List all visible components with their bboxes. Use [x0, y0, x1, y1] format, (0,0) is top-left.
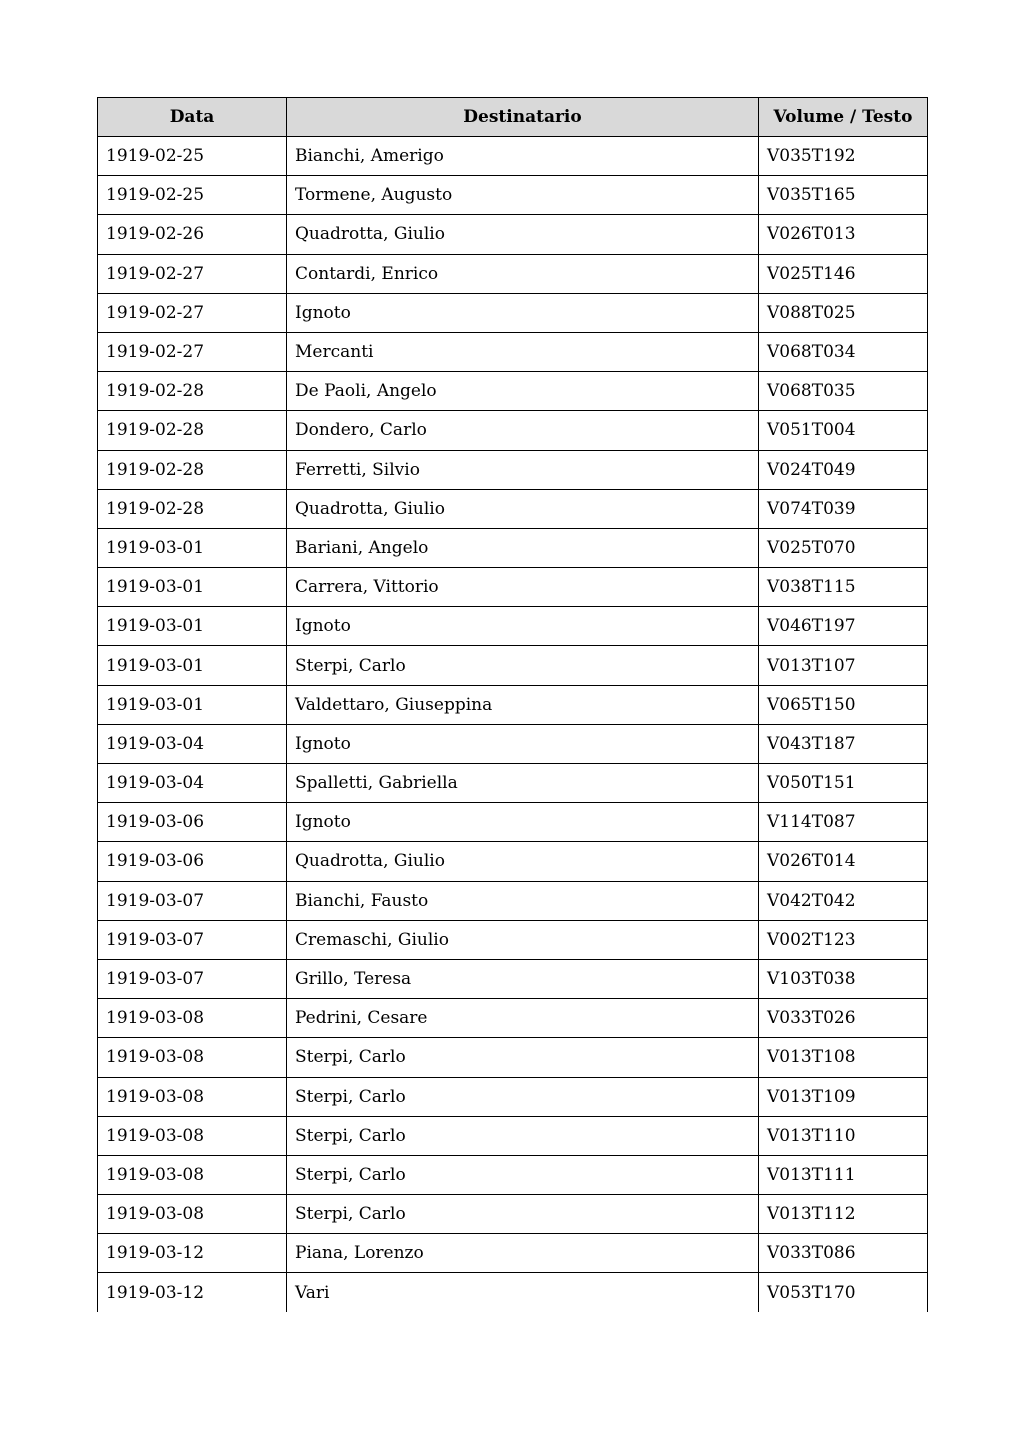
cell-volume-testo: V038T115 — [759, 568, 928, 607]
table-row — [98, 332, 928, 371]
cell-date: 1919-03-08 — [98, 1038, 287, 1077]
table-row — [98, 959, 928, 998]
cell-date: 1919-02-28 — [98, 450, 287, 489]
cell-volume-testo: V013T108 — [759, 1038, 928, 1077]
cell-destinatario: Sterpi, Carlo — [287, 1077, 759, 1116]
cell-volume-testo: V050T151 — [759, 764, 928, 803]
cell-volume-testo: V088T025 — [759, 293, 928, 332]
cell-date: 1919-03-08 — [98, 1077, 287, 1116]
cell-destinatario: De Paoli, Angelo — [287, 372, 759, 411]
header-destinatario: Destinatario — [287, 98, 759, 137]
table-row — [98, 489, 928, 528]
table-row — [98, 450, 928, 489]
cell-volume-testo: V035T192 — [759, 137, 928, 176]
cell-date: 1919-03-07 — [98, 959, 287, 998]
cell-date: 1919-03-08 — [98, 1195, 287, 1234]
cell-destinatario: Bianchi, Fausto — [287, 881, 759, 920]
cell-date: 1919-02-25 — [98, 137, 287, 176]
table-row — [98, 411, 928, 450]
cell-date: 1919-03-04 — [98, 724, 287, 763]
table-row — [98, 568, 928, 607]
cell-date: 1919-03-12 — [98, 1273, 287, 1312]
cell-date: 1919-03-01 — [98, 528, 287, 567]
cell-volume-testo: V065T150 — [759, 685, 928, 724]
cell-volume-testo: V114T087 — [759, 803, 928, 842]
cell-destinatario: Tormene, Augusto — [287, 176, 759, 215]
cell-destinatario: Ignoto — [287, 293, 759, 332]
table-row — [98, 1155, 928, 1194]
cell-destinatario: Sterpi, Carlo — [287, 1038, 759, 1077]
table-row — [98, 176, 928, 215]
cell-date: 1919-03-06 — [98, 803, 287, 842]
cell-volume-testo: V053T170 — [759, 1273, 928, 1312]
cell-destinatario: Ignoto — [287, 803, 759, 842]
table-row — [98, 528, 928, 567]
cell-destinatario: Valdettaro, Giuseppina — [287, 685, 759, 724]
table-row — [98, 607, 928, 646]
cell-date: 1919-03-01 — [98, 646, 287, 685]
table-row — [98, 1077, 928, 1116]
cell-date: 1919-02-27 — [98, 254, 287, 293]
cell-date: 1919-02-26 — [98, 215, 287, 254]
cell-date: 1919-03-06 — [98, 842, 287, 881]
cell-volume-testo: V033T086 — [759, 1234, 928, 1273]
cell-destinatario: Contardi, Enrico — [287, 254, 759, 293]
cell-volume-testo: V033T026 — [759, 999, 928, 1038]
cell-volume-testo: V013T109 — [759, 1077, 928, 1116]
table-row — [98, 646, 928, 685]
cell-destinatario: Mercanti — [287, 332, 759, 371]
cell-date: 1919-03-01 — [98, 568, 287, 607]
cell-volume-testo: V002T123 — [759, 920, 928, 959]
cell-volume-testo: V013T107 — [759, 646, 928, 685]
cell-destinatario: Sterpi, Carlo — [287, 646, 759, 685]
cell-destinatario: Ignoto — [287, 724, 759, 763]
table-row — [98, 999, 928, 1038]
table-body — [98, 137, 928, 1313]
cell-date: 1919-02-28 — [98, 489, 287, 528]
cell-date: 1919-03-08 — [98, 999, 287, 1038]
cell-date: 1919-03-01 — [98, 685, 287, 724]
cell-volume-testo: V043T187 — [759, 724, 928, 763]
cell-volume-testo: V074T039 — [759, 489, 928, 528]
table-row — [98, 803, 928, 842]
cell-destinatario: Bariani, Angelo — [287, 528, 759, 567]
table-row — [98, 137, 928, 176]
cell-destinatario: Quadrotta, Giulio — [287, 215, 759, 254]
table-row — [98, 920, 928, 959]
cell-volume-testo: V025T146 — [759, 254, 928, 293]
cell-date: 1919-02-27 — [98, 293, 287, 332]
table-row — [98, 1038, 928, 1077]
cell-destinatario: Spalletti, Gabriella — [287, 764, 759, 803]
cell-destinatario: Sterpi, Carlo — [287, 1155, 759, 1194]
table-row — [98, 764, 928, 803]
cell-volume-testo: V013T111 — [759, 1155, 928, 1194]
cell-destinatario: Sterpi, Carlo — [287, 1195, 759, 1234]
cell-destinatario: Piana, Lorenzo — [287, 1234, 759, 1273]
cell-volume-testo: V013T112 — [759, 1195, 928, 1234]
cell-destinatario: Quadrotta, Giulio — [287, 842, 759, 881]
cell-date: 1919-03-01 — [98, 607, 287, 646]
cell-destinatario: Sterpi, Carlo — [287, 1116, 759, 1155]
cell-date: 1919-03-07 — [98, 881, 287, 920]
header-data: Data — [98, 98, 287, 137]
cell-date: 1919-03-12 — [98, 1234, 287, 1273]
cell-date: 1919-02-28 — [98, 411, 287, 450]
cell-destinatario: Cremaschi, Giulio — [287, 920, 759, 959]
cell-destinatario: Vari — [287, 1273, 759, 1312]
table-row — [98, 1116, 928, 1155]
cell-destinatario: Pedrini, Cesare — [287, 999, 759, 1038]
cell-volume-testo: V051T004 — [759, 411, 928, 450]
table-row — [98, 685, 928, 724]
table-row — [98, 1234, 928, 1273]
table-row — [98, 215, 928, 254]
table-row — [98, 1273, 928, 1312]
cell-volume-testo: V026T013 — [759, 215, 928, 254]
header-volume-testo: Volume / Testo — [759, 98, 928, 137]
table-row — [98, 293, 928, 332]
cell-destinatario: Ferretti, Silvio — [287, 450, 759, 489]
table-row — [98, 842, 928, 881]
cell-volume-testo: V013T110 — [759, 1116, 928, 1155]
cell-destinatario: Grillo, Teresa — [287, 959, 759, 998]
cell-date: 1919-02-25 — [98, 176, 287, 215]
cell-date: 1919-03-08 — [98, 1155, 287, 1194]
table-row — [98, 372, 928, 411]
cell-volume-testo: V026T014 — [759, 842, 928, 881]
cell-volume-testo: V046T197 — [759, 607, 928, 646]
cell-destinatario: Dondero, Carlo — [287, 411, 759, 450]
cell-destinatario: Bianchi, Amerigo — [287, 137, 759, 176]
letters-table — [97, 97, 928, 1312]
table-row — [98, 724, 928, 763]
cell-volume-testo: V042T042 — [759, 881, 928, 920]
cell-volume-testo: V068T034 — [759, 332, 928, 371]
cell-date: 1919-03-08 — [98, 1116, 287, 1155]
cell-destinatario: Carrera, Vittorio — [287, 568, 759, 607]
cell-date: 1919-02-28 — [98, 372, 287, 411]
cell-volume-testo: V025T070 — [759, 528, 928, 567]
cell-date: 1919-03-04 — [98, 764, 287, 803]
cell-date: 1919-03-07 — [98, 920, 287, 959]
cell-date: 1919-02-27 — [98, 332, 287, 371]
table-row — [98, 254, 928, 293]
table-row — [98, 1195, 928, 1234]
cell-volume-testo: V103T038 — [759, 959, 928, 998]
cell-destinatario: Quadrotta, Giulio — [287, 489, 759, 528]
table-row — [98, 881, 928, 920]
table-header — [98, 98, 928, 137]
cell-destinatario: Ignoto — [287, 607, 759, 646]
header-row — [98, 98, 928, 137]
cell-volume-testo: V024T049 — [759, 450, 928, 489]
cell-volume-testo: V068T035 — [759, 372, 928, 411]
cell-volume-testo: V035T165 — [759, 176, 928, 215]
